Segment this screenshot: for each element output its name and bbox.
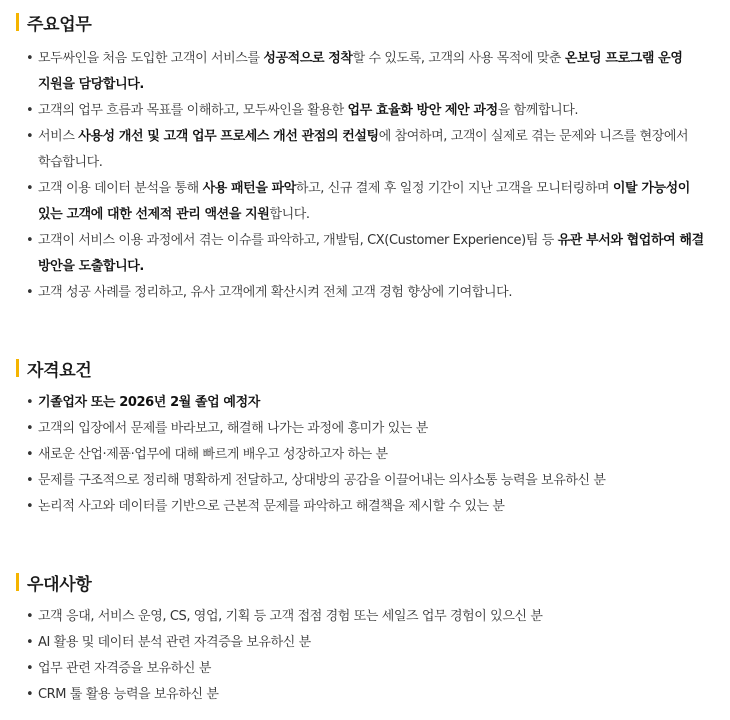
emphasis-text: 사용성 개선 및 고객 업무 프로세스 개선 관점의 컨설팅	[78, 129, 379, 144]
section-title-text: 주요업무	[27, 14, 92, 35]
item-text: 새로운 산업·제품·업무에 대해 빠르게 배우고 성장하고자 하는 분	[38, 447, 388, 462]
accent-bar	[16, 359, 19, 377]
section-main-duties	[16, 10, 716, 306]
list-item	[16, 228, 716, 280]
item-text: 을 함께합니다.	[497, 103, 579, 118]
bullet-icon: •	[26, 181, 34, 196]
item-text: 모두싸인을 처음 도입한 고객이 서비스를	[38, 51, 264, 66]
bullet-icon: •	[26, 395, 34, 410]
bullet-icon: •	[26, 499, 34, 514]
list-item	[16, 176, 716, 228]
item-text: 고객 성공 사례를 정리하고, 유사 고객에게 확산시켜 전체 고객 경험 향상에 기여합니다.	[38, 285, 513, 300]
bullet-icon: •	[26, 687, 34, 702]
bullet-icon: •	[26, 473, 34, 488]
section-preferred	[16, 570, 716, 708]
item-text: 문제를 구조적으로 정리해 명확하게 전달하고, 상대방의 공감을 이끌어내는 의사소통 능력을 보유하신 분	[38, 473, 606, 488]
bullet-icon: •	[26, 661, 34, 676]
qualifications-list	[16, 390, 716, 520]
emphasis-text: 유관 부서와 협업하여 해결 방안을 도출합니다.	[38, 233, 704, 274]
item-text: 고객의 업무 흐름과 목표를 이해하고, 모두싸인을 활용한	[38, 103, 348, 118]
item-text: CRM 툴 활용 능력을 보유하신 분	[38, 687, 219, 702]
emphasis-text: 성공적으로 정착	[263, 51, 353, 66]
item-text: 고객이 서비스 이용 과정에서 겪는 이슈를 파악하고, 개발팀, CX(Customer Experience)팀 등	[38, 233, 558, 248]
list-item	[16, 494, 716, 520]
section-qualifications	[16, 356, 716, 520]
item-text: 합니다.	[269, 207, 310, 222]
list-item	[16, 46, 716, 98]
bullet-icon: •	[26, 129, 34, 144]
item-text: 고객의 입장에서 문제를 바라보고, 해결해 나가는 과정에 흥미가 있는 분	[38, 421, 428, 436]
item-text: 에 참여하며, 고객이 실제로 겪는 문제와 니즈를 현장에서 학습합니다.	[38, 129, 689, 170]
bullet-icon: •	[26, 421, 34, 436]
accent-bar	[16, 573, 19, 591]
preferred-list	[16, 604, 716, 708]
accent-bar	[16, 13, 19, 31]
item-text: 하고, 신규 결제 후 일정 기간이 지난 고객을 모니터링하며	[295, 181, 613, 196]
item-text: 고객 응대, 서비스 운영, CS, 영업, 기획 등 고객 접점 경험 또는 세일즈 업무 경험이 있으신 분	[38, 609, 543, 624]
emphasis-text: 사용 패턴을 파악	[202, 181, 296, 196]
bullet-icon: •	[26, 285, 34, 300]
section-title	[16, 10, 716, 34]
item-text: 고객 이용 데이터 분석을 통해	[38, 181, 203, 196]
item-text: 서비스	[38, 129, 79, 144]
list-item	[16, 630, 716, 656]
section-title-text: 자격요건	[27, 360, 92, 381]
list-item	[16, 656, 716, 682]
emphasis-text: 기졸업자 또는 2026년 2월 졸업 예정자	[38, 395, 260, 410]
section-title	[16, 356, 716, 380]
list-item	[16, 98, 716, 124]
item-text: 업무 관련 자격증을 보유하신 분	[38, 661, 211, 676]
bullet-icon: •	[26, 635, 34, 650]
list-item	[16, 390, 716, 416]
list-item	[16, 604, 716, 630]
emphasis-text: 이탈 가능성이 있는 고객에 대한 선제적 관리 액션을 지원	[38, 181, 690, 222]
item-text: 할 수 있도록, 고객의 사용 목적에 맞춘	[352, 51, 565, 66]
duties-list	[16, 46, 716, 306]
list-item	[16, 416, 716, 442]
item-text: 논리적 사고와 데이터를 기반으로 근본적 문제를 파악하고 해결책을 제시할 수 있는 분	[38, 499, 505, 514]
list-item	[16, 442, 716, 468]
list-item	[16, 468, 716, 494]
emphasis-text: 온보딩 프로그램 운영 지원을 담당합니다.	[38, 51, 683, 92]
section-title	[16, 570, 716, 594]
bullet-icon: •	[26, 447, 34, 462]
list-item	[16, 682, 716, 708]
bullet-icon: •	[26, 609, 34, 624]
bullet-icon: •	[26, 51, 34, 66]
list-item	[16, 280, 716, 306]
bullet-icon: •	[26, 103, 34, 118]
bullet-icon: •	[26, 233, 34, 248]
emphasis-text: 업무 효율화 방안 제안 과정	[347, 103, 498, 118]
item-text: AI 활용 및 데이터 분석 관련 자격증을 보유하신 분	[38, 635, 311, 650]
section-title-text: 우대사항	[27, 574, 92, 595]
list-item	[16, 124, 716, 176]
